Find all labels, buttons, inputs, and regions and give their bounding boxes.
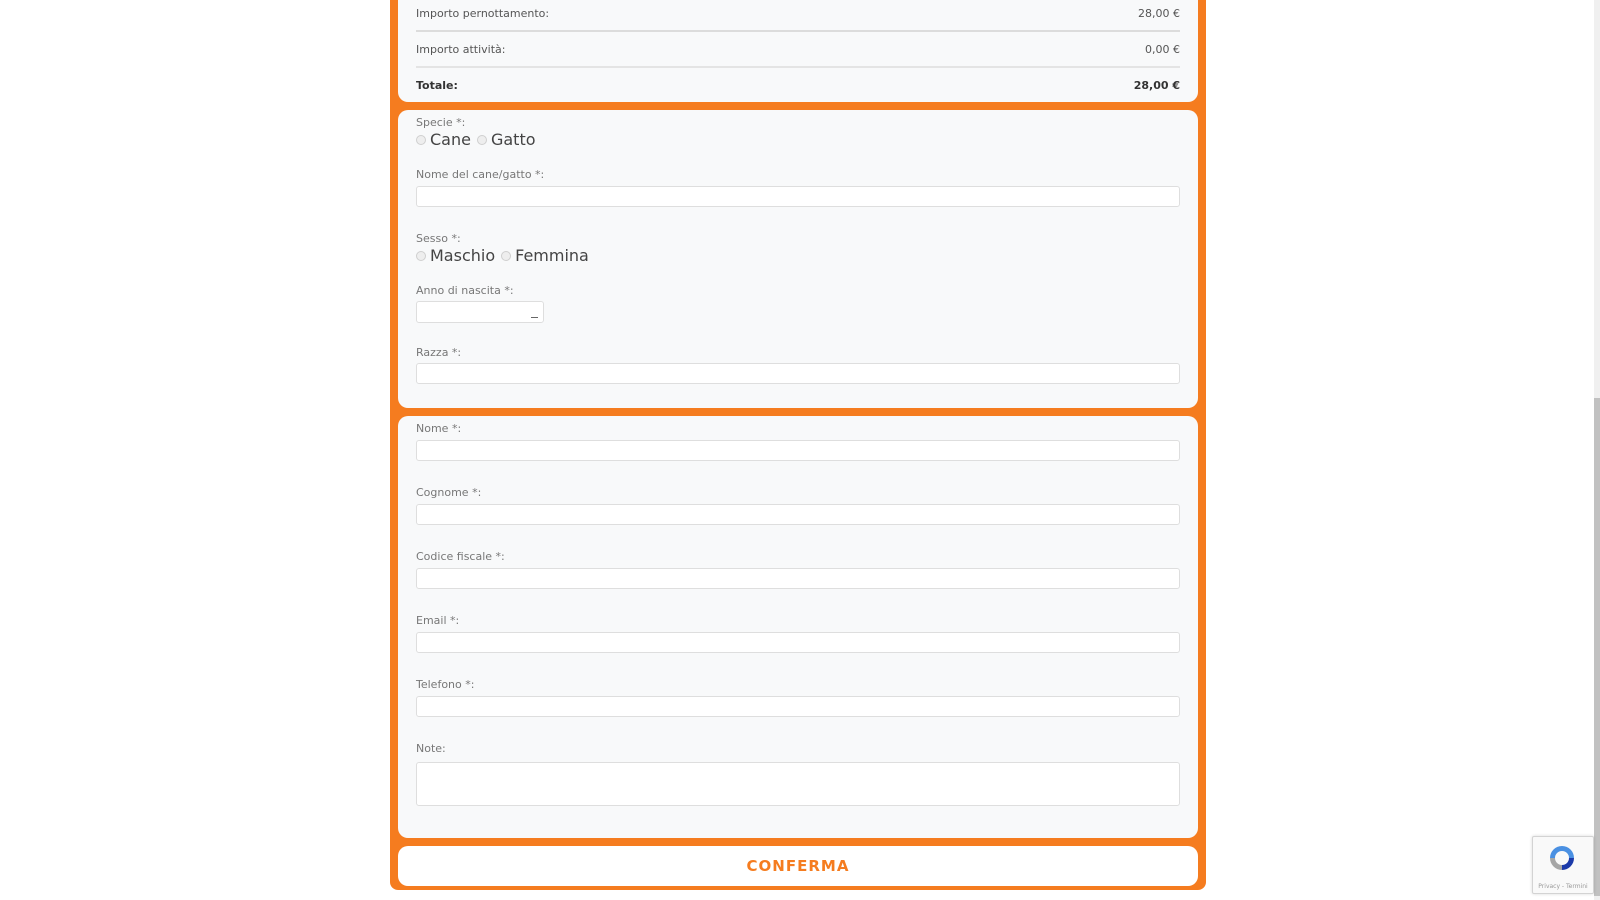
total-row <box>416 68 1180 102</box>
tax-code-label: Codice fiscale *: <box>416 550 505 563</box>
phone-input[interactable] <box>416 696 1180 717</box>
first-name-input[interactable] <box>416 440 1180 461</box>
birth-year-select[interactable] <box>416 301 544 323</box>
species-gatto-label: Gatto <box>490 130 536 149</box>
booking-form <box>390 0 1206 890</box>
sex-femmina-radio[interactable] <box>501 251 511 261</box>
species-radio-group <box>416 130 542 149</box>
stay-amount-value: 28,00 € <box>1138 6 1180 20</box>
recaptcha-footer[interactable]: Privacy - Termini <box>1538 883 1588 890</box>
sex-maschio-label: Maschio <box>430 246 496 265</box>
sex-option-femmina[interactable] <box>501 246 589 265</box>
total-value: 28,00 € <box>1133 78 1180 92</box>
email-input[interactable] <box>416 632 1180 653</box>
confirm-panel <box>398 846 1198 886</box>
price-summary-panel <box>398 0 1198 102</box>
recaptcha-icon <box>1547 843 1577 873</box>
sex-femmina-label: Femmina <box>515 246 589 265</box>
stay-amount-row <box>416 0 1180 32</box>
scrollbar-thumb[interactable] <box>1594 398 1600 896</box>
owner-details-panel <box>398 416 1198 838</box>
species-option-gatto[interactable] <box>477 130 536 149</box>
last-name-label: Cognome *: <box>416 486 482 499</box>
pet-name-label: Nome del cane/gatto *: <box>416 168 545 181</box>
breed-input[interactable] <box>416 363 1180 384</box>
sex-label: Sesso *: <box>416 232 461 245</box>
notes-label: Note: <box>416 742 446 755</box>
species-label: Specie *: <box>416 116 466 129</box>
email-label: Email *: <box>416 614 460 627</box>
activity-amount-value: 0,00 € <box>1145 42 1180 56</box>
birth-year-label: Anno di nascita *: <box>416 284 514 297</box>
stay-amount-label: Importo pernottamento: <box>416 6 550 20</box>
species-gatto-radio[interactable] <box>477 135 487 145</box>
page-scrollbar[interactable] <box>1594 0 1600 900</box>
species-option-cane[interactable] <box>416 130 471 149</box>
notes-textarea[interactable] <box>416 762 1180 806</box>
activity-amount-row <box>416 32 1180 68</box>
pet-name-input[interactable] <box>416 186 1180 207</box>
activity-amount-label: Importo attività: <box>416 42 506 56</box>
species-cane-label: Cane <box>430 130 471 149</box>
species-cane-radio[interactable] <box>416 135 426 145</box>
tax-code-input[interactable] <box>416 568 1180 589</box>
breed-label: Razza *: <box>416 346 462 359</box>
pet-details-panel <box>398 110 1198 408</box>
last-name-input[interactable] <box>416 504 1180 525</box>
sex-maschio-radio[interactable] <box>416 251 426 261</box>
total-label: Totale: <box>416 78 458 92</box>
chevron-down-icon <box>531 317 538 318</box>
phone-label: Telefono *: <box>416 678 475 691</box>
sex-option-maschio[interactable] <box>416 246 495 265</box>
recaptcha-badge[interactable] <box>1532 836 1594 894</box>
first-name-label: Nome *: <box>416 422 462 435</box>
sex-radio-group <box>416 246 595 265</box>
confirm-button[interactable]: CONFERMA <box>398 846 1198 886</box>
